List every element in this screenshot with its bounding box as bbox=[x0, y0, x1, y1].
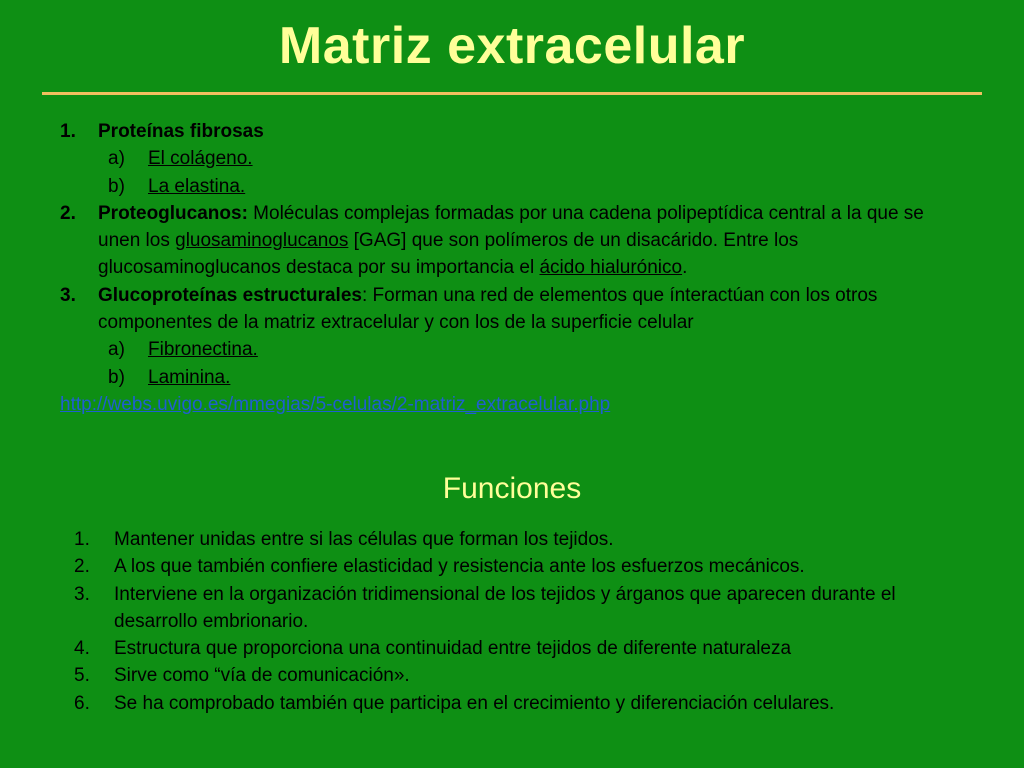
item-text: . bbox=[682, 257, 688, 279]
gag-link[interactable]: gluosaminoglucanos bbox=[175, 230, 349, 252]
list-number: 6. bbox=[74, 692, 90, 714]
item-heading: Glucoproteínas estructurales bbox=[98, 284, 362, 306]
sub-item-fibronectina bbox=[58, 336, 968, 363]
sub-item-laminina bbox=[58, 364, 968, 391]
funcion-item bbox=[74, 635, 964, 662]
sub-letter: b) bbox=[108, 366, 125, 388]
list-number: 2. bbox=[60, 202, 76, 224]
sub-letter: a) bbox=[108, 339, 125, 361]
sub-letter: b) bbox=[108, 175, 125, 197]
funcion-item bbox=[74, 553, 964, 580]
fibronectina-link[interactable]: Fibronectina. bbox=[148, 339, 258, 361]
sub-item-elastina bbox=[58, 173, 968, 200]
list-item-proteoglucanos bbox=[58, 200, 968, 282]
list-number: 3. bbox=[60, 284, 76, 306]
list-item-glucoproteinas bbox=[58, 282, 968, 337]
funcion-item bbox=[74, 526, 964, 553]
list-item-proteinas-fibrosas bbox=[58, 118, 968, 145]
sub-item-colageno bbox=[58, 145, 968, 172]
item-text: Estructura que proporciona una continuidad entre tejidos de diferente naturaleza bbox=[114, 638, 792, 660]
funcion-item bbox=[74, 581, 964, 636]
item-text: A los que también confiere elasticidad y resistencia ante los esfuerzos mecánicos. bbox=[114, 556, 805, 578]
list-number: 4. bbox=[74, 638, 90, 660]
laminina-link[interactable]: Laminina. bbox=[148, 366, 231, 388]
item-text: Interviene en la organización tridimensional de los tejidos y árganos que aparecen durante el desarrollo embrionario. bbox=[114, 583, 896, 632]
elastina-link[interactable]: La elastina. bbox=[148, 175, 246, 197]
item-text: Sirve como “vía de comunicación». bbox=[114, 665, 410, 687]
item-text: : Forman una red de elementos que ínteractúan con los otros componentes de la matriz extracelular y con los de la superficie celular bbox=[98, 284, 878, 334]
section-title-funciones: Funciones bbox=[442, 472, 582, 505]
item-heading: Proteínas fibrosas bbox=[98, 121, 264, 142]
list-number: 1. bbox=[74, 529, 90, 550]
source-url-link[interactable]: http://webs.uvigo.es/mmegias/5-celulas/2-matriz_extracelular.php bbox=[60, 393, 611, 415]
components-list bbox=[58, 118, 968, 418]
list-number: 5. bbox=[74, 665, 90, 687]
item-text: Se ha comprobado también que participa en el crecimiento y diferenciación celulares. bbox=[114, 692, 835, 714]
slide-title: Matriz extracelular bbox=[278, 17, 746, 75]
item-text: [GAG] que son polímeros de un disacárido. Entre los glucosaminoglucanos destaca por su importancia el bbox=[98, 230, 799, 279]
title-divider bbox=[42, 92, 982, 95]
funcion-item bbox=[74, 690, 964, 717]
item-heading: Proteoglucanos: bbox=[98, 202, 248, 224]
funciones-list bbox=[74, 526, 964, 717]
list-number: 1. bbox=[60, 121, 76, 142]
item-text: Mantener unidas entre si las células que forman los tejidos. bbox=[114, 529, 614, 550]
funcion-item bbox=[74, 662, 964, 689]
list-number: 2. bbox=[74, 556, 90, 578]
item-text: Moléculas complejas formadas por una cadena polipeptídica central a la que se unen los bbox=[98, 202, 924, 252]
colageno-link[interactable]: El colágeno. bbox=[148, 148, 253, 170]
list-number: 3. bbox=[74, 583, 90, 605]
sub-letter: a) bbox=[108, 148, 125, 170]
acido-hialuronico-link[interactable]: ácido hialurónico bbox=[539, 257, 683, 279]
